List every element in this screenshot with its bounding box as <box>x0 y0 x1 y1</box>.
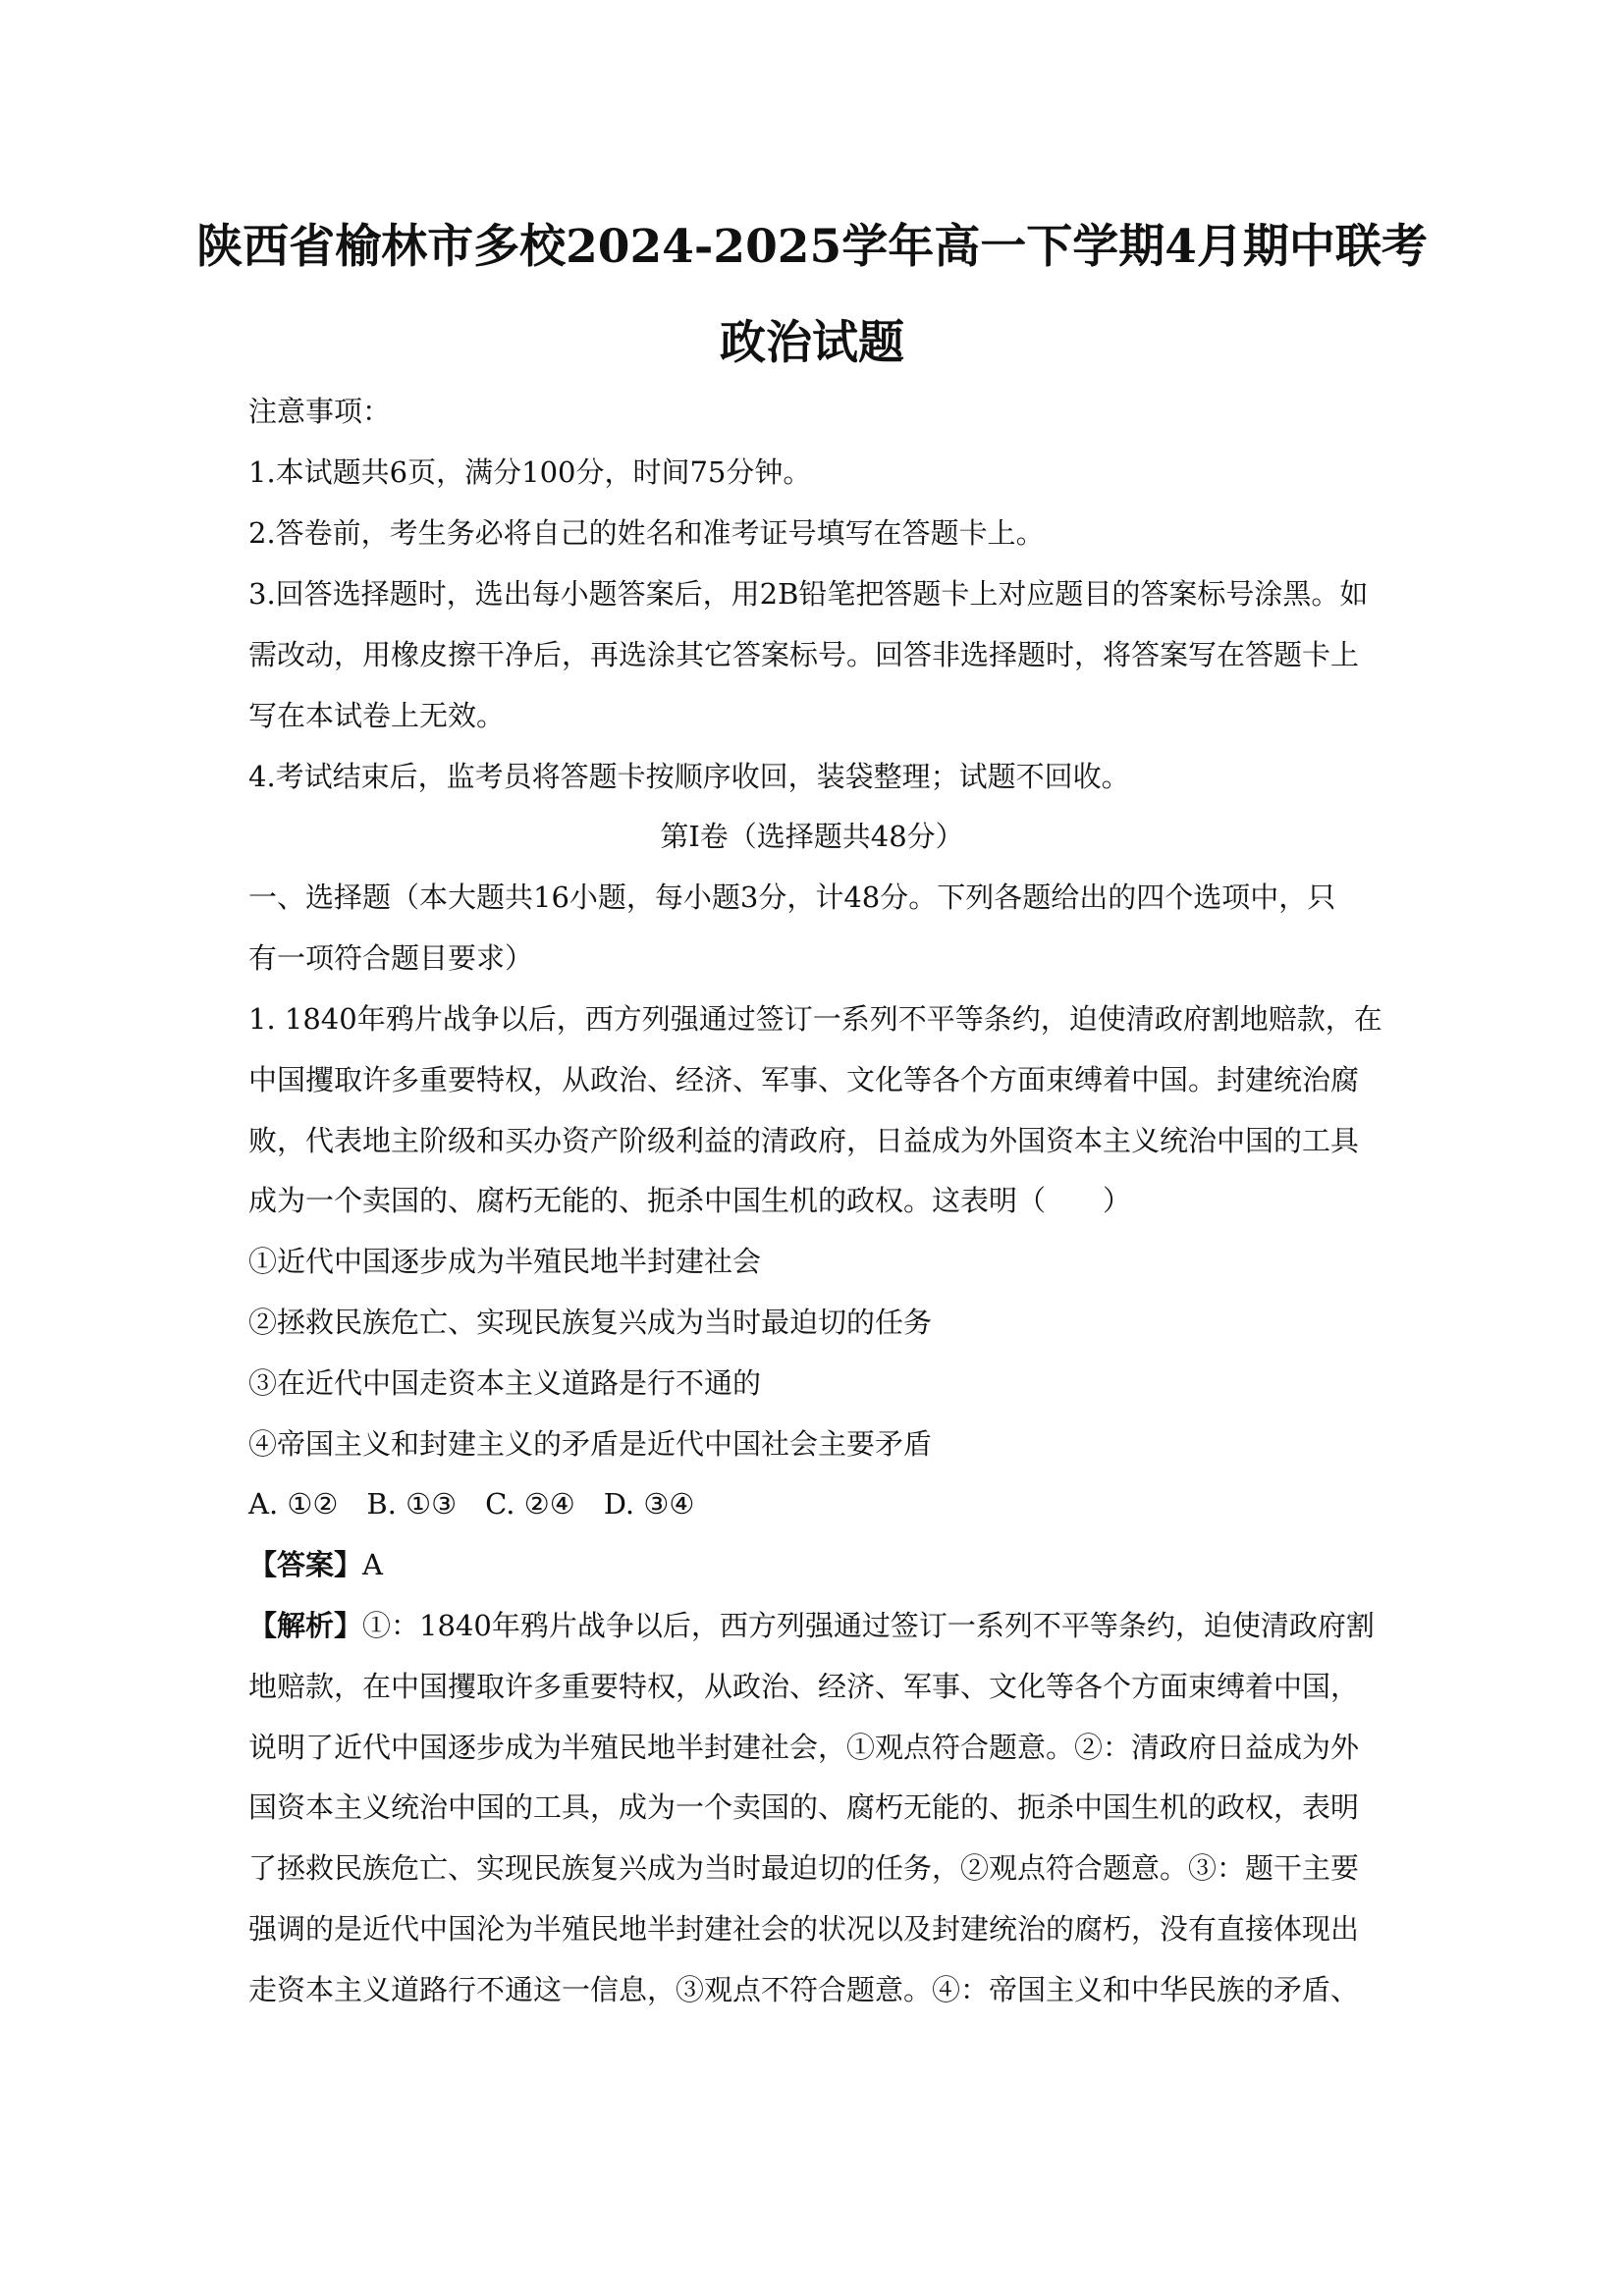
answer-line <box>248 1545 383 1584</box>
question-stem-line: 成为一个卖国的、腐朽无能的、扼杀中国生机的政权。这表明（ ） <box>248 1184 1132 1217</box>
question-stem-line: 中国攫取许多重要特权，从政治、经济、军事、文化等各个方面束缚着中国。封建统治腐 <box>248 1063 1360 1096</box>
section-title: 第Ⅰ卷（选择题共48分） <box>660 820 964 853</box>
analysis-line <box>248 1606 1375 1645</box>
notice-item: 写在本试卷上无效。 <box>248 699 506 732</box>
analysis-line: 了拯救民族危亡、实现民族复兴成为当时最迫切的任务，②观点符合题意。③：题干主要 <box>248 1851 1360 1885</box>
analysis-line: 地赔款，在中国攫取许多重要特权，从政治、经济、军事、文化等各个方面束缚着中国， <box>248 1670 1360 1703</box>
answer-label: 【答案】 <box>248 1548 363 1581</box>
question-statement: ①近代中国逐步成为半殖民地半封建社会 <box>248 1245 762 1278</box>
notice-item: 4.考试结束后，监考员将答题卡按顺序收回，装袋整理；试题不回收。 <box>248 760 1130 793</box>
question-statement: ③在近代中国走资本主义道路是行不通的 <box>248 1366 762 1400</box>
section-instruction: 有一项符合题目要求） <box>248 941 534 975</box>
question-statement: ②拯救民族危亡、实现民族复兴成为当时最迫切的任务 <box>248 1306 933 1339</box>
question-statement: ④帝国主义和封建主义的矛盾是近代中国社会主要矛盾 <box>248 1427 933 1461</box>
analysis-line: 走资本主义道路行不通这一信息，③观点不符合题意。④：帝国主义和中华民族的矛盾、 <box>248 1973 1360 2006</box>
analysis-text: ①：1840年鸦片战争以后，西方列强通过签订一系列不平等条约，迫使清政府割 <box>362 1609 1375 1642</box>
notice-heading: 注意事项： <box>248 395 392 428</box>
document-title: 陕西省榆林市多校2024-2025学年高一下学期4月期中联考 <box>196 220 1428 274</box>
notice-item: 2.答卷前，考生务必将自己的姓名和准考证号填写在答题卡上。 <box>248 516 1045 550</box>
section-instruction: 一、选择题（本大题共16小题，每小题3分，计48分。下列各题给出的四个选项中，只 <box>248 881 1336 914</box>
question-stem-line: 败，代表地主阶级和买办资产阶级利益的清政府，日益成为外国资本主义统治中国的工具 <box>248 1124 1360 1157</box>
notice-item: 需改动，用橡皮擦干净后，再选涂其它答案标号。回答非选择题时，将答案写在答题卡上 <box>248 638 1360 671</box>
answer-value: A <box>362 1548 383 1581</box>
document-subtitle: 政治试题 <box>720 316 904 370</box>
notice-item: 1.本试题共6页，满分100分，时间75分钟。 <box>248 455 812 489</box>
question-stem-line: 1. 1840年鸦片战争以后，西方列强通过签订一系列不平等条约，迫使清政府割地赔款，在 <box>248 1002 1382 1036</box>
analysis-line: 强调的是近代中国沦为半殖民地半封建社会的状况以及封建统治的腐朽，没有直接体现出 <box>248 1912 1360 1946</box>
notice-item: 3.回答选择题时，选出每小题答案后，用2B铅笔把答题卡上对应题目的答案标号涂黑。如 <box>248 577 1369 611</box>
analysis-label: 【解析】 <box>248 1609 363 1642</box>
question-options: A. ①② B. ①③ C. ②④ D. ③④ <box>248 1487 695 1521</box>
analysis-line: 说明了近代中国逐步成为半殖民地半封建社会，①观点符合题意。②：清政府日益成为外 <box>248 1731 1360 1764</box>
analysis-line: 国资本主义统治中国的工具，成为一个卖国的、腐朽无能的、扼杀中国生机的政权，表明 <box>248 1790 1360 1824</box>
